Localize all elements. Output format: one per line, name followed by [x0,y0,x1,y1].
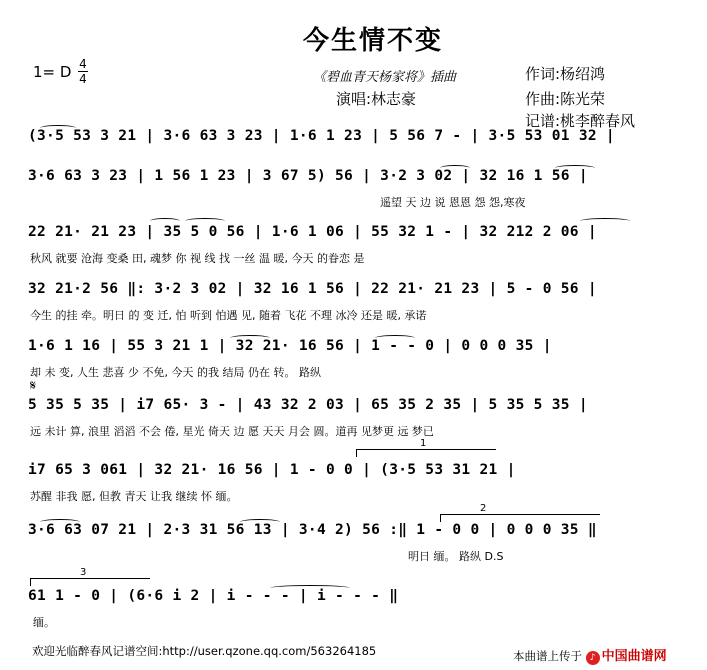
lyric-row-9: 缅。 [33,616,55,629]
source-info: 《碧血青天杨家将》插曲 [313,70,457,85]
time-signature [78,58,88,85]
site-logo-icon: ♪ [586,651,600,665]
slur [40,125,76,131]
slur [580,218,630,224]
lyric-row-4: 今生 的挂 牵。明日 的 变 迁, 怕 听到 怕遇 见, 随着 飞花 不理 冰冷 还是 暖, 承诺 [30,309,427,322]
score-row-5: 1·6 1 16 | 55 3 21 1 | 32 21· 16 56 | 1 - - 0 | 0 0 0 35 | [28,338,552,354]
footer-website: 欢迎光临醉春风记谱空间:http://user.qzone.qq.com/563264185 [32,644,377,658]
volta-bracket-2-edge [440,514,441,522]
slur [185,218,225,224]
volta-number-3: 3 [80,567,87,578]
lyric-row-3: 秋风 就要 沧海 变桑 田, 魂梦 你 视 线 找 一丝 温 暖, 今天 的眷恋 是 [30,252,365,265]
slur [230,335,270,341]
footer-upload-credit [513,645,667,665]
score-row-3: 22 21· 21 23 | 35 5 0 56 | 1·6 1 06 | 55 32 1 - | 32 212 2 06 | [28,224,597,240]
score-row-1: (3·5 53 3 21 | 3·6 63 3 23 | 1·6 1 23 | 5 56 7 - | 3·5 53 01 32 | [28,128,615,144]
singer-info: 演唱:林志豪 [336,90,417,108]
lyric-row-2: 遥望 天 边 说 恩恩 怨 怨,寒夜 [380,196,526,209]
slur [40,519,80,525]
score-row-7: i7 65 3 061 | 32 21· 16 56 | 1 - 0 0 | (3·5 53 31 21 | [28,462,516,478]
footer-upload-label: 本曲谱上传于 [513,649,582,663]
slur [375,335,415,341]
slur [150,218,180,224]
composer-info: 作曲:陈光荣 [525,90,606,108]
score-row-4: 32 21·2 56 ‖: 3·2 3 02 | 32 16 1 56 | 22 21· 21 23 | 5 - 0 56 | [28,281,597,297]
volta-bracket-3-edge [30,578,31,586]
volta-bracket-1 [356,449,496,450]
transcriber-info: 记谱:桃李醉春风 [525,112,636,130]
volta-bracket-2 [440,514,600,515]
lyric-row-8: 明日 缅。 路纵 D.S [408,550,504,563]
score-row-2: 3·6 63 3 23 | 1 56 1 23 | 3 67 5) 56 | 3·2 3 02 | 32 16 1 56 | [28,168,588,184]
time-denominator: 4 [79,72,87,86]
lyric-row-6: 远 未计 算, 浪里 滔滔 不会 倦, 星光 倚天 边 愿 天天 月会 圆。道再 见梦更 远 梦已 [30,425,434,438]
volta-number-2: 2 [480,503,487,514]
volta-bracket-1-edge [356,449,357,457]
site-logo-text: 中国曲谱网 [601,649,667,664]
lyricist-info: 作词:杨绍鸿 [525,65,606,83]
key-signature [33,63,71,81]
score-row-6: 5 35 5 35 | i7 65· 3 - | 43 32 2 03 | 65 35 2 35 | 5 35 5 35 | [28,397,588,413]
score-row-8: 3·6 63 07 21 | 2·3 31 56 13 | 3·4 2) 56 :‖ 1 - 0 0 | 0 0 0 35 ‖ [28,522,597,538]
key-label: 1= D [33,63,72,81]
lyric-row-5: 却 未 变, 人生 悲喜 少 不免, 今天 的我 结局 仍在 转。 路纵 [30,366,321,379]
slur [270,585,350,591]
page-title: 今生情不变 [303,26,444,56]
slur [440,165,470,171]
score-row-9: 61 1 - 0 | (6·6 i 2 | i - - - | i - - - ‖ [28,588,399,604]
time-numerator: 4 [79,57,87,71]
lyric-row-7: 苏醒 非我 愿, 但教 青天 让我 继续 怀 缅。 [30,490,238,503]
volta-bracket-3 [30,578,150,579]
segno-sign: 𝄋 [30,378,37,394]
slur [240,519,280,525]
slur [555,165,595,171]
volta-number-1: 1 [420,438,427,449]
